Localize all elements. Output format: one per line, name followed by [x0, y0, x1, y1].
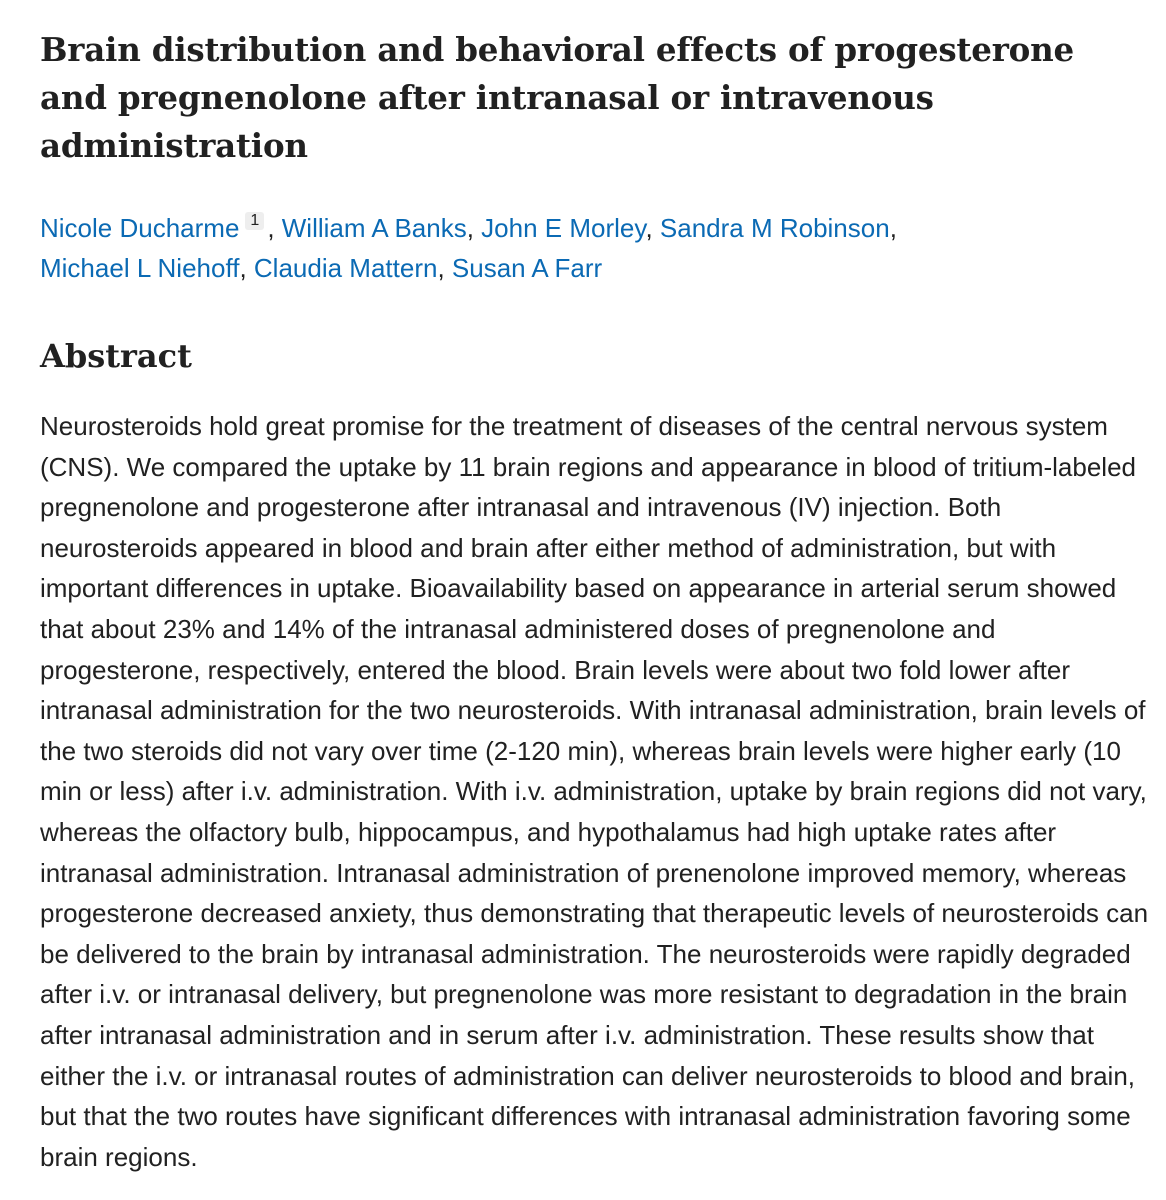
author-separator: , [437, 253, 452, 283]
author-separator: , [239, 253, 254, 283]
author-link[interactable]: Nicole Ducharme [40, 213, 240, 243]
author-link[interactable]: Sandra M Robinson [659, 213, 890, 243]
abstract-heading: Abstract [40, 337, 192, 375]
article-title: Brain distribution and behavioral effects of progesterone and pregnenolone after intranasal or intravenous administration [40, 30, 1075, 165]
author-separator: , [267, 213, 282, 243]
author-separator: , [645, 213, 660, 243]
author-link[interactable]: Michael L Niehoff [40, 253, 240, 283]
author-separator: , [466, 213, 482, 243]
author-link[interactable]: John E Morley [481, 213, 646, 243]
author-link[interactable]: Susan A Farr [451, 253, 603, 283]
article-page [40, 0, 1150, 1177]
author-list [40, 208, 1150, 288]
author-link[interactable]: Claudia Mattern [253, 253, 438, 283]
author-link[interactable]: William A Banks [281, 213, 467, 243]
affiliation-badge[interactable]: 1 [245, 212, 264, 230]
author-separator: , [889, 213, 897, 243]
abstract-text: Neurosteroids hold great promise for the treatment of diseases of the central nervous system (CNS). We compared the uptake by 11 brain regions and appearance in blood of tritium-labeled pregnenolone and progesterone after intranasal and intravenous (IV) injection. Both neurosteroids appeared in blood and brain after either method of administration, but with important differences in uptake. Bioavailability based on appearance in arterial serum showed that about 23% and 14% of the intranasal administered doses of pregnenolone and progesterone, respectively, entered the blood. Brain levels were about two fold lower after intranasal administration for the two neurosteroids. With intranasal administration, brain levels of the two steroids did not vary over time (2-120 min), whereas brain levels were higher early (10 min or less) after i.v. administration. With i.v. administration, uptake by brain regions did not vary, whereas the olfactory bulb, hippocampus, and hypothalamus had high uptake rates after intranasal administration. Intranasal administration of prenenolone improved memory, whereas progesterone decreased anxiety, thus demonstrating that therapeutic levels of neurosteroids can be delivered to the brain by intranasal administration. The neurosteroids were rapidly degraded after i.v. or intranasal delivery, but pregnenolone was more resistant to degradation in the brain after intranasal administration and in serum after i.v. administration. These results show that either the i.v. or intranasal routes of administration can deliver neurosteroids to blood and brain, but that the two routes have significant differences with intranasal administration favoring some brain regions. [40, 411, 1149, 1172]
